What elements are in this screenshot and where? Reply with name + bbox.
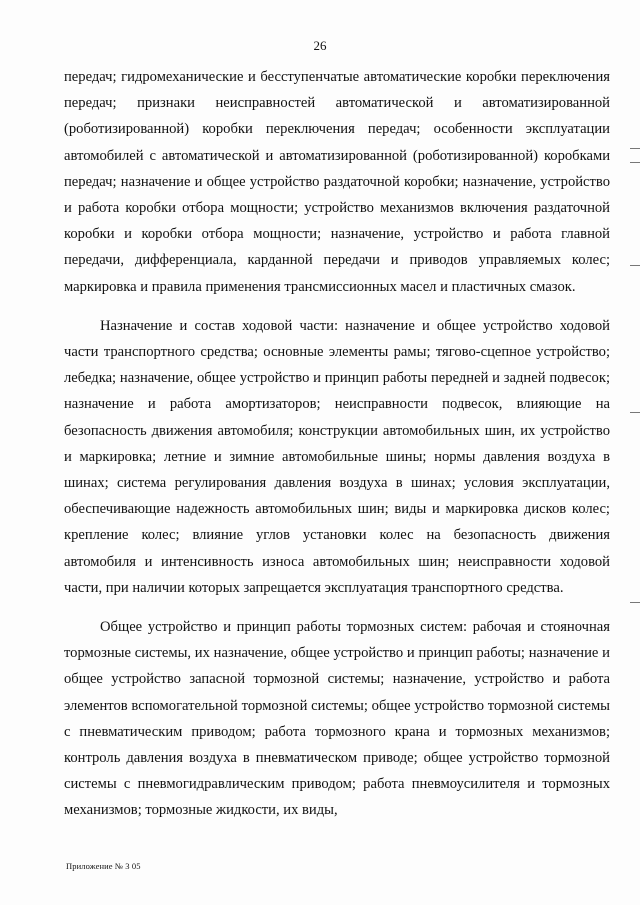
paragraph-running-gear: Назначение и состав ходовой части: назначение и общее устройство ходовой части транспортного средства; основные элементы рамы; тягово-сцепное устройство; лебедка; назначение, общее устройство и принцип работы передней и задней подвесок; назначение и работа амортизаторов; неисправности подвесок, влияющие на безопасность движения автомобиля; конструкции автомобильных шин, их устройство и маркировка; летние и зимние автомобильные шины; нормы давления воздуха в шинах; система регулирования давления воздуха в шинах; условия эксплуатации, обеспечивающие надежность автомобильных шин; виды и маркировка дисков колес; крепление колес; влияние углов установки колес на безопасность движения автомобиля и интенсивность износа автомобильных шин; неисправности ходовой части, при наличии которых запрещается эксплуатация транспортного средства.: [64, 317, 610, 596]
scan-edge-mark: [630, 148, 640, 149]
scan-edge-mark: [630, 412, 640, 413]
scan-edge-mark: [630, 162, 640, 163]
paragraph-transmission: передач; гидромеханические и бесступенчатые автоматические коробки переключения передач; признаки неисправностей автоматической и автоматизированной (роботизированной) коробки переключения передач; особенности эксплуатации автомобилей с автоматической и автоматизированной (роботизированной) коробками передач; назначение и общее устройство раздаточной коробки; назначение, устройство и работа коробки отбора мощности; устройство механизмов включения раздаточной коробки и коробки отбора мощности; назначение, устройство и работа главной передачи, дифференциала, карданной передачи и приводов управляемых колес; маркировка и правила применения трансмиссионных масел и пластичных смазок.: [64, 69, 610, 295]
document-body: [64, 64, 610, 837]
paragraph-brake-systems: Общее устройство и принцип работы тормозных систем: рабочая и стояночная тормозные системы, их назначение, общее устройство и принцип работы; назначение и общее устройство запасной тормозной системы; назначение, устройство и работа элементов вспомогательной тормозной системы; общее устройство тормозной системы с пневматическим приводом; работа тормозного крана и тормозных механизмов; контроль давления воздуха в пневматическом приводе; общее устройство тормозной системы с пневмогидравлическим приводом; работа пневмоусилителя и тормозных механизмов; тормозные жидкости, их виды,: [64, 619, 610, 819]
scan-edge-mark: [630, 602, 640, 603]
scan-edge-mark: [630, 265, 640, 266]
page-footer: Приложение № 3 05: [66, 861, 141, 871]
page-number: 26: [313, 38, 327, 53]
